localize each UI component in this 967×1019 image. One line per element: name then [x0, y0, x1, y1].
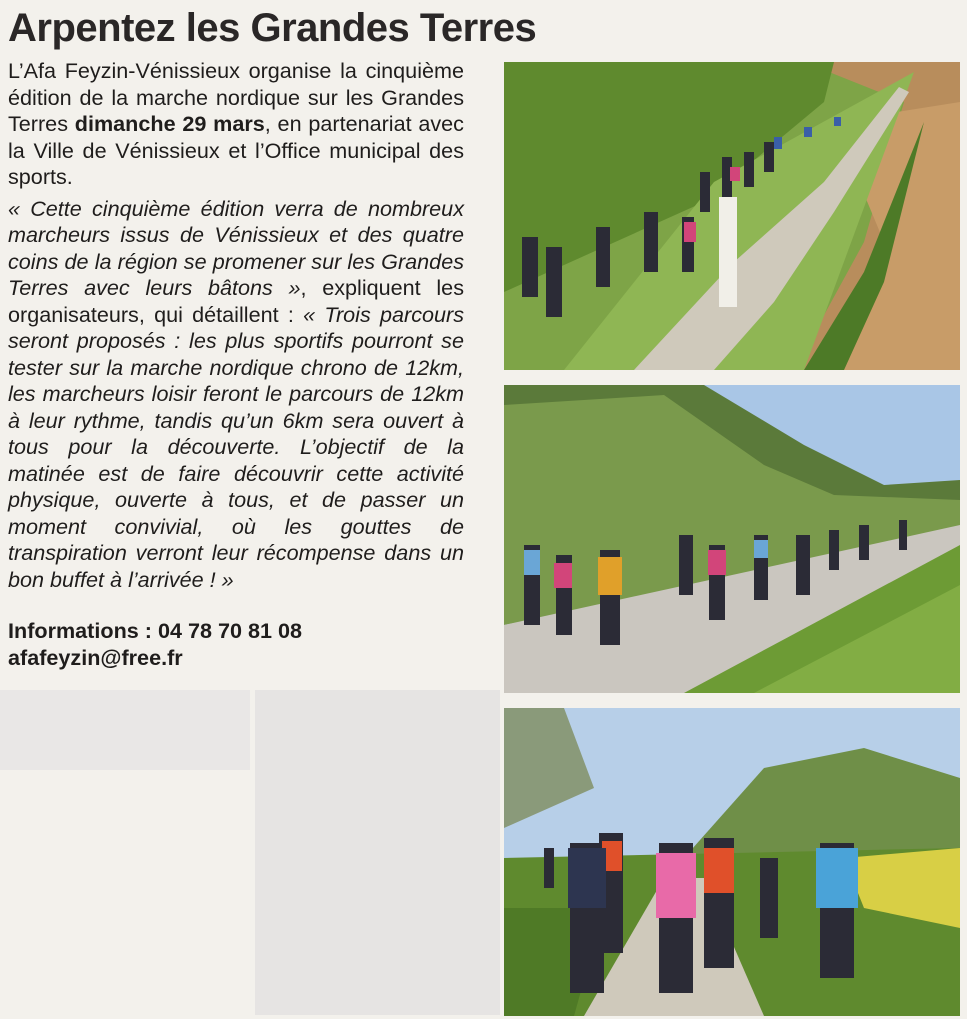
quote-paragraph [8, 196, 464, 594]
photo-walkers-country-lane [504, 708, 960, 1016]
intro-paragraph [8, 58, 464, 191]
article-body [8, 58, 464, 671]
quote-one: « Cette cinquième édition verra de nombreux marcheurs issus de Vénissieux et des quatre coins de la région se promener sur les Grandes Terres avec leurs bâtons » [8, 195, 464, 300]
walkers-on-country-lane-photo [504, 708, 960, 1016]
bleed-through-area-2 [255, 690, 500, 1015]
bleed-through-area [0, 690, 250, 770]
intro-text-1: L’Afa Feyzin-Vénissieux organise la cinquième édition de la marche nordique sur les Grandes Terres [8, 58, 464, 136]
intro-text-2: , en partenariat avec la Ville de Vénissieux et l’Office municipal des sports. [8, 111, 464, 189]
photo-walkers-hill-path [504, 62, 960, 370]
article-title: Arpentez les Grandes Terres [8, 6, 537, 50]
photo-walkers-grassy-dike [504, 385, 960, 693]
contact-email: afafeyzin@free.fr [8, 645, 183, 670]
walkers-on-hill-path-photo [504, 62, 960, 370]
contact-block [8, 617, 464, 671]
walkers-along-grassy-dike-photo [504, 385, 960, 693]
quote-attribution: , expliquent les organisateurs, qui détaillent : [8, 275, 464, 327]
contact-phone: Informations : 04 78 70 81 08 [8, 618, 303, 643]
quote-two: « Trois parcours seront proposés : les plus sportifs pourront se tester sur la marche nordique chrono de 12km, les marcheurs loisir feront le parcours de 12km à leur rythme, tandis qu’un 6km sera ouvert à tous pour la découverte. L’objectif de la matinée est de faire découvrir cette activité physique, ouverte à tous, et de passer un moment convivial, où les gouttes de transpiration verront leur récompense dans un bon buffet à l’arrivée ! » [8, 301, 464, 592]
event-date: dimanche 29 mars [74, 111, 265, 136]
